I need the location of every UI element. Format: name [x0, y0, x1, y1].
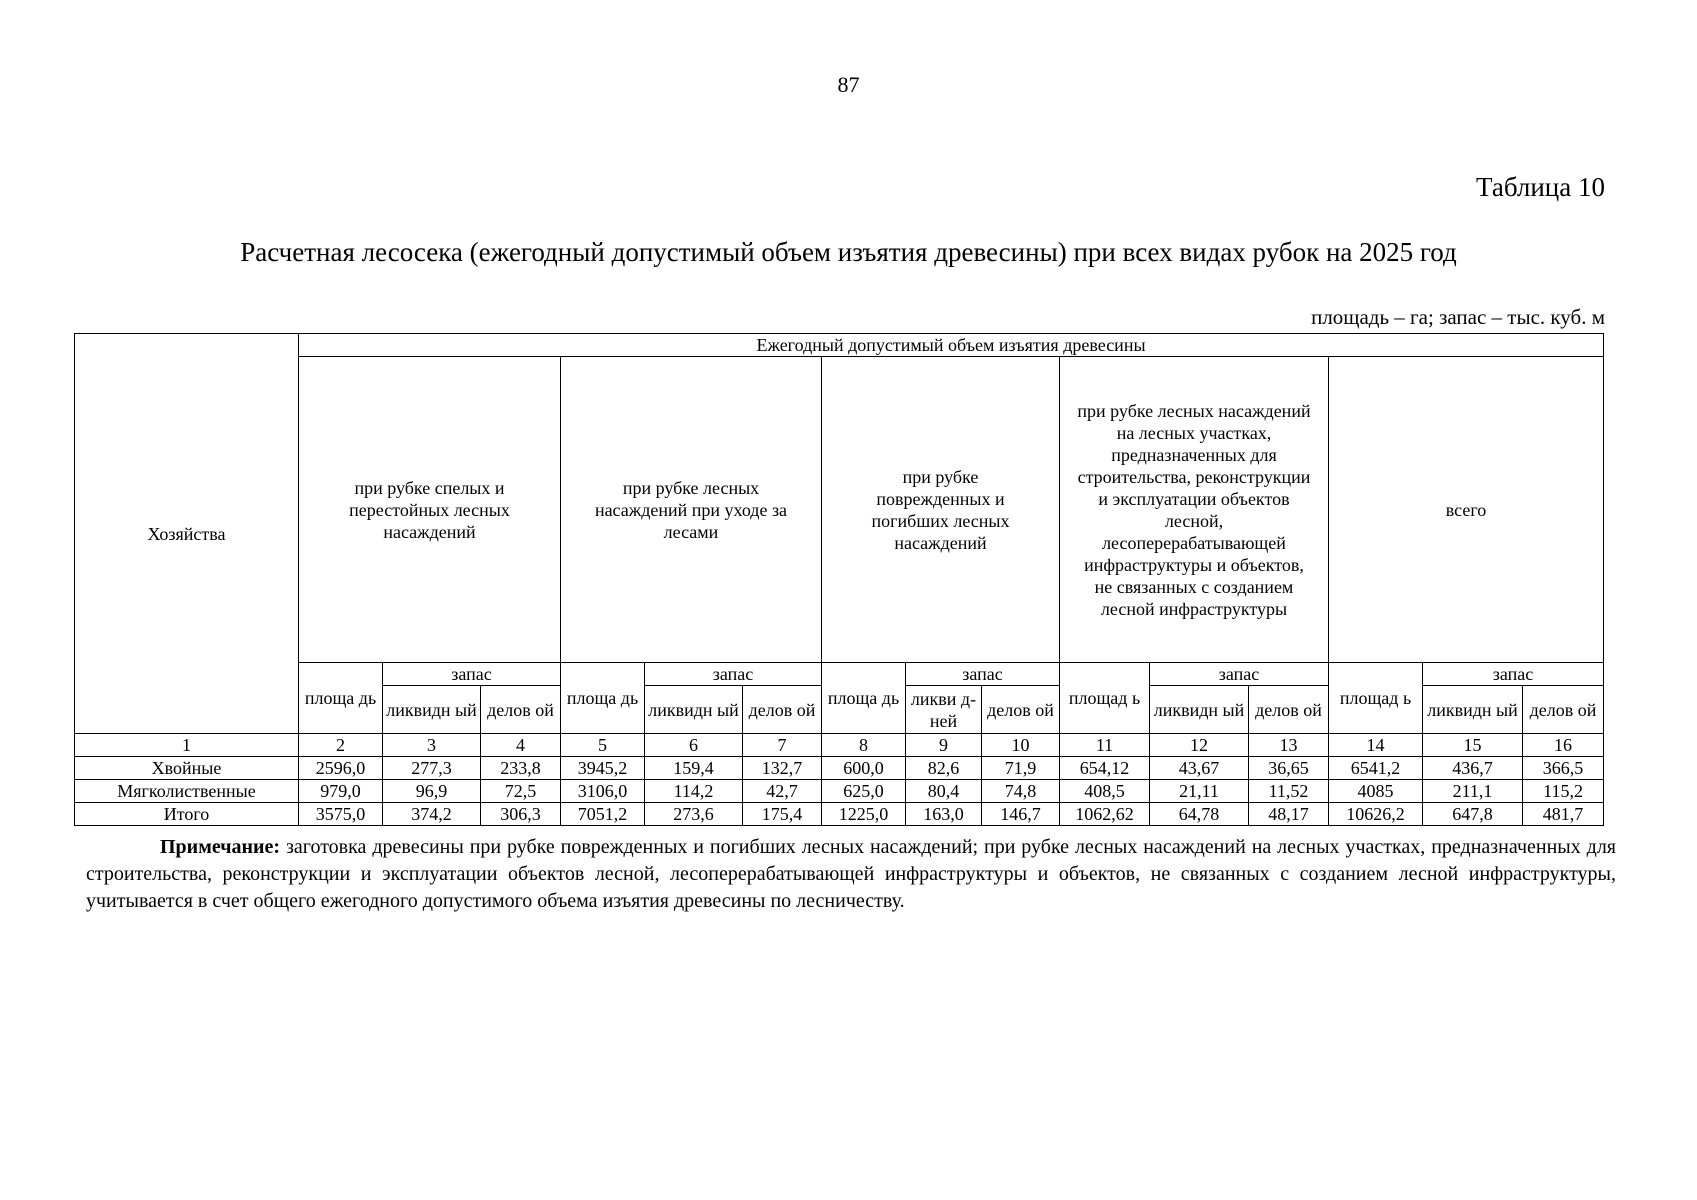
header-area: площа дь: [822, 663, 906, 734]
note-label: Примечание:: [160, 836, 281, 858]
header-farm: Хозяйства: [75, 334, 299, 734]
table-cell: 175,4: [743, 803, 822, 826]
table-cell: 115,2: [1523, 780, 1604, 803]
table-cell: 600,0: [822, 757, 906, 780]
table-cell: 481,7: [1523, 803, 1604, 826]
allowable-cut-table: [74, 333, 1604, 826]
table-cell: 211,1: [1423, 780, 1523, 803]
table-cell: 48,17: [1249, 803, 1329, 826]
table-note: [86, 834, 1616, 915]
column-number-row: [75, 734, 1604, 757]
column-number: 11: [1060, 734, 1150, 757]
header-stock: запас: [906, 663, 1060, 686]
header-business: делов ой: [1523, 686, 1604, 734]
note-text: заготовка древесины при рубке поврежденных и погибших лесных насаждений; при рубке лесных насаждений на лесных участках, предназначенных для строительства, реконструкции и эксплуатации объектов лесной, лесоперерабатывающей инфраструктуры и объектов, не связанных с созданием лесной инфраструктуры, учитывается в счет общего ежегодного допустимого объема изъятия древесины по лесничеству.: [86, 836, 1616, 912]
header-area: площад ь: [1329, 663, 1423, 734]
table-cell: 36,65: [1249, 757, 1329, 780]
header-business: делов ой: [743, 686, 822, 734]
table-cell: 647,8: [1423, 803, 1523, 826]
table-cell: 159,4: [645, 757, 743, 780]
header-group-5: всего: [1329, 357, 1604, 663]
table-cell: 10626,2: [1329, 803, 1423, 826]
table-cell: 3106,0: [561, 780, 645, 803]
header-area: площад ь: [1060, 663, 1150, 734]
header-group-3: при рубке поврежденных и погибших лесных насаждений: [822, 357, 1060, 663]
column-number: 14: [1329, 734, 1423, 757]
column-number: 6: [645, 734, 743, 757]
table-cell: 72,5: [481, 780, 561, 803]
column-number: 12: [1150, 734, 1249, 757]
table-cell: 1062,62: [1060, 803, 1150, 826]
header-business: делов ой: [1249, 686, 1329, 734]
header-liquid: ликвидн ый: [1150, 686, 1249, 734]
table-cell: 233,8: [481, 757, 561, 780]
document-title: Расчетная лесосека (ежегодный допустимый объем изъятия древесины) при всех видах рубок на 2025 год: [240, 237, 1457, 267]
column-number: 5: [561, 734, 645, 757]
table-cell: 146,7: [982, 803, 1060, 826]
header-business: делов ой: [481, 686, 561, 734]
column-number: 10: [982, 734, 1060, 757]
table-cell: 4085: [1329, 780, 1423, 803]
table-cell: 277,3: [383, 757, 481, 780]
header-stock: запас: [383, 663, 561, 686]
header-liquid: ликви д-ней: [906, 686, 982, 734]
table-cell: 306,3: [481, 803, 561, 826]
table-cell: 6541,2: [1329, 757, 1423, 780]
table-cell: 3575,0: [299, 803, 383, 826]
table-cell: 163,0: [906, 803, 982, 826]
header-top: Ежегодный допустимый объем изъятия древесины: [299, 334, 1604, 357]
header-stock: запас: [1150, 663, 1329, 686]
row-name: Мягколиственные: [75, 780, 299, 803]
header-business: делов ой: [982, 686, 1060, 734]
table-cell: 21,11: [1150, 780, 1249, 803]
header-group-4: при рубке лесных насаждений на лесных участках, предназначенных для строительства, реконструкции и эксплуатации объектов лесной, лесоперерабатывающей инфраструктуры и объектов, не связанных с созданием лесной инфраструктуры: [1060, 357, 1329, 663]
column-number: 15: [1423, 734, 1523, 757]
column-number: 4: [481, 734, 561, 757]
header-group-2: при рубке лесных насаждений при уходе за лесами: [561, 357, 822, 663]
table-cell: 366,5: [1523, 757, 1604, 780]
header-liquid: ликвидн ый: [383, 686, 481, 734]
table-cell: 96,9: [383, 780, 481, 803]
header-stock: запас: [645, 663, 822, 686]
table-cell: 7051,2: [561, 803, 645, 826]
header-liquid: ликвидн ый: [1423, 686, 1523, 734]
table-cell: 64,78: [1150, 803, 1249, 826]
units-note: площадь – га; запас – тыс. куб. м: [1311, 305, 1605, 329]
table-cell: 654,12: [1060, 757, 1150, 780]
table-cell: 979,0: [299, 780, 383, 803]
header-group-1: при рубке спелых и перестойных лесных насаждений: [299, 357, 561, 663]
table-cell: 42,7: [743, 780, 822, 803]
page-number: 87: [837, 72, 860, 97]
table-cell: 11,52: [1249, 780, 1329, 803]
table-cell: 80,4: [906, 780, 982, 803]
table-cell: 1225,0: [822, 803, 906, 826]
table-cell: 408,5: [1060, 780, 1150, 803]
header-stock: запас: [1423, 663, 1604, 686]
column-number: 3: [383, 734, 481, 757]
table-row: [75, 757, 1604, 780]
table-cell: 74,8: [982, 780, 1060, 803]
column-number: 7: [743, 734, 822, 757]
header-area: площа дь: [561, 663, 645, 734]
column-number: 16: [1523, 734, 1604, 757]
row-name: Итого: [75, 803, 299, 826]
table-cell: 43,67: [1150, 757, 1249, 780]
table-label: Таблица 10: [1476, 172, 1605, 202]
table-cell: 273,6: [645, 803, 743, 826]
table-cell: 625,0: [822, 780, 906, 803]
table-cell: 114,2: [645, 780, 743, 803]
table-cell: 2596,0: [299, 757, 383, 780]
column-number: 9: [906, 734, 982, 757]
header-liquid: ликвидн ый: [645, 686, 743, 734]
table-row: [75, 803, 1604, 826]
header-area: площа дь: [299, 663, 383, 734]
column-number: 2: [299, 734, 383, 757]
column-number: 1: [75, 734, 299, 757]
table-cell: 71,9: [982, 757, 1060, 780]
table-cell: 132,7: [743, 757, 822, 780]
row-name: Хвойные: [75, 757, 299, 780]
table-cell: 3945,2: [561, 757, 645, 780]
column-number: 8: [822, 734, 906, 757]
table-cell: 436,7: [1423, 757, 1523, 780]
table-row: [75, 780, 1604, 803]
table-cell: 374,2: [383, 803, 481, 826]
column-number: 13: [1249, 734, 1329, 757]
table-cell: 82,6: [906, 757, 982, 780]
